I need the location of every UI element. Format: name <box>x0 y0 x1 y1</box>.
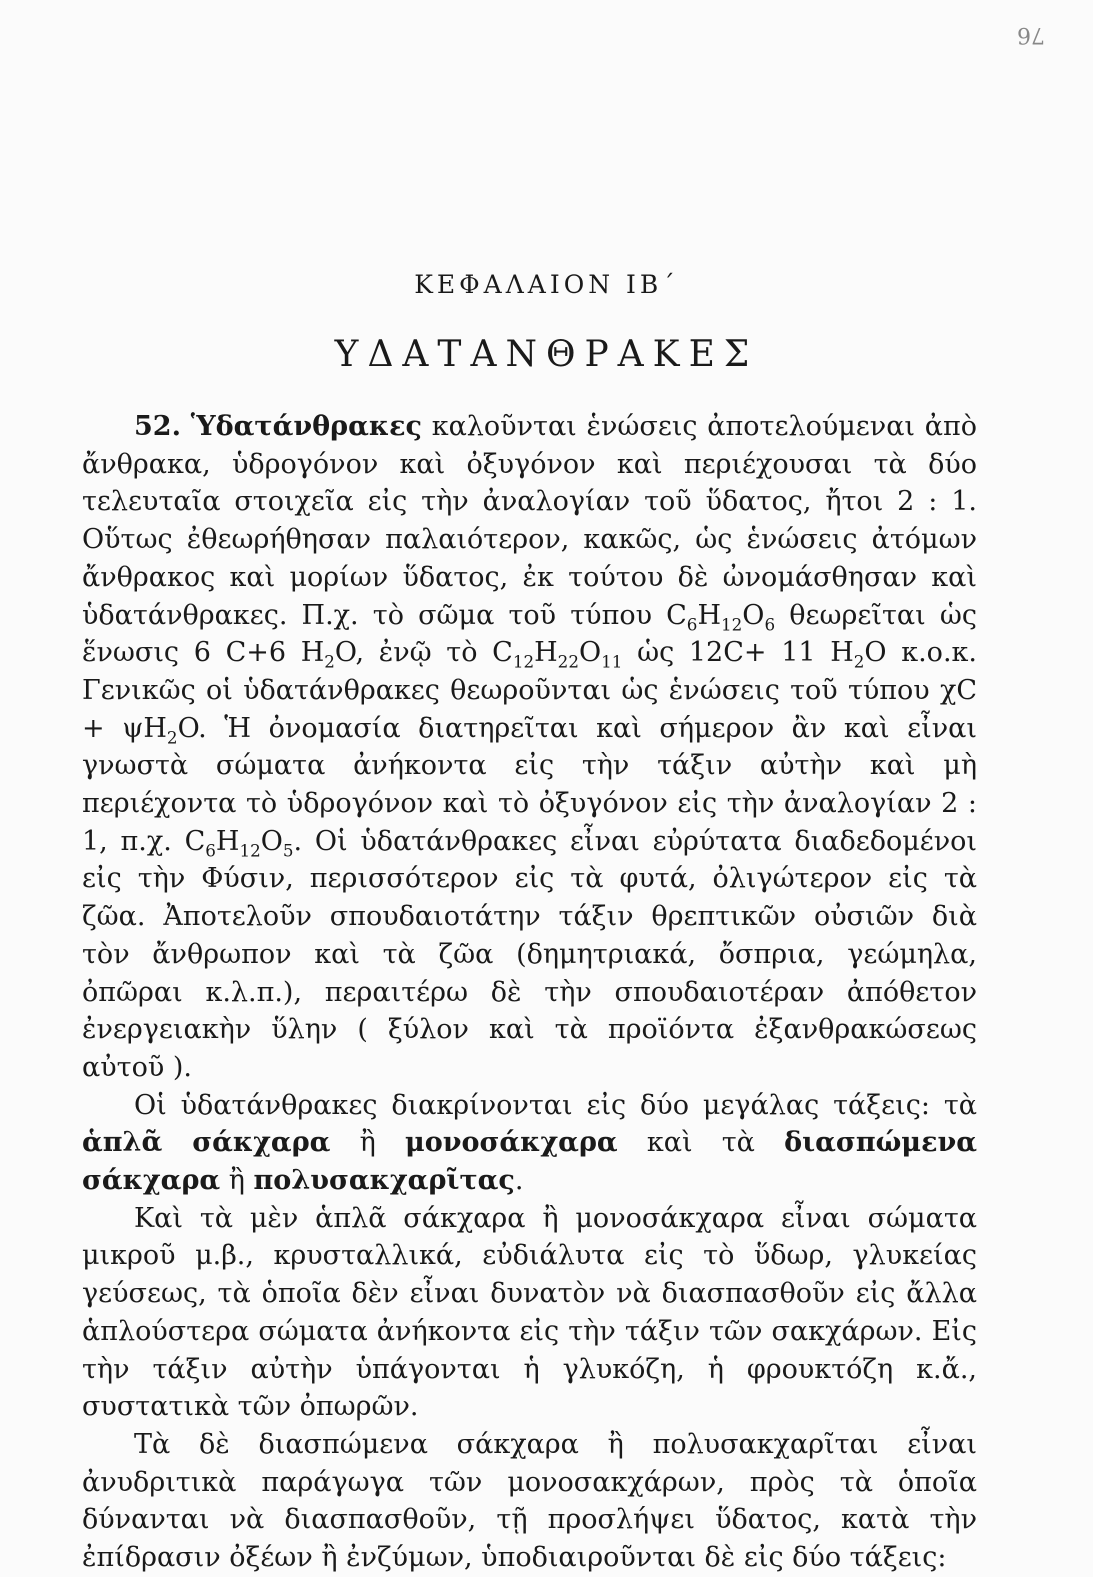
subscript: 2 <box>166 727 178 748</box>
paragraph-definition <box>82 408 977 1087</box>
text-run: ἢ <box>330 1127 405 1159</box>
text-run: . <box>514 1165 524 1197</box>
bold-term: μονοσάκχαρα <box>404 1127 618 1159</box>
text-run: καὶ τὰ <box>617 1127 785 1159</box>
subscript: 6 <box>764 613 776 634</box>
text-run: O, ἐνῷ τὸ C <box>334 637 513 669</box>
page-number: 76 <box>1017 22 1045 47</box>
subscript: 22 <box>557 651 579 672</box>
text-run: H <box>697 599 721 631</box>
text-run: O <box>578 637 602 669</box>
subscript: 6 <box>205 840 216 861</box>
section-number: 52. <box>134 411 181 442</box>
text-run: O <box>260 825 283 857</box>
subscript: 2 <box>324 651 335 672</box>
body-text <box>82 408 977 1577</box>
bold-term: ἁπλᾶ σάκχαρα <box>82 1127 331 1159</box>
text-run: O. Ἡ ὀνομασία διατηρεῖται καὶ σήμερον ἂν καὶ εἶναι γνωστὰ σώματα ἀνήκοντα εἰς τὴν τάξιν αὐτὴν καὶ μὴ περιέχοντα τὸ ὑδρογόνον καὶ τὸ ὀξυγόνον εἰς τὴν ἀναλογίαν 2 : 1, π.χ. C <box>82 712 977 857</box>
bold-term: διασπώμενα σάκχαρα <box>82 1127 977 1197</box>
text-run: H <box>534 637 558 669</box>
text-run: ἢ <box>220 1165 254 1197</box>
chapter-title: ΥΔΑΤΑΝΘΡΑΚΕΣ <box>334 334 759 375</box>
subscript: 11 <box>601 651 623 672</box>
paragraph-polysaccharides: Τὰ δὲ διασπώμενα σάκχαρα ἢ πολυσακχαρῖται εἶναι ἀνυδριτικὰ παράγωγα τῶν μονοσακχάρων, πρὸς τὰ ὁποῖα δύνανται νὰ διασπασθοῦν, τῇ προσλήψει ὕδατος, κατὰ τὴν ἐπίδρασιν ὀξέων ἢ ἐνζύμων, ὑποδιαιροῦνται δὲ εἰς δύο τάξεις: <box>82 1428 977 1574</box>
paragraph-monosaccharides: Καὶ τὰ μὲν ἁπλᾶ σάκχαρα ἢ μονοσάκχαρα εἶναι σώματα μικροῦ μ.β., κρυσταλλικά, εὐδιάλυτα εἰς τὸ ὕδωρ, γλυκείας γεύσεως, τὰ ὁποῖα δὲν εἶναι δυνατὸν νὰ διασπασθοῦν εἰς ἄλλα ἁπλούστερα σώματα ἀνήκοντα εἰς τὴν τάξιν τῶν σακχάρων. Εἰς τὴν τάξιν αὐτὴν ὑπάγονται ἡ γλυκόζη, ἡ φρουκτόζη κ.ἄ., συστατικὰ τῶν ὀπωρῶν. <box>82 1202 977 1423</box>
text-run: Οἱ ὑδατάνθρακες διακρίνονται εἰς δύο μεγάλας τάξεις: τὰ <box>134 1089 977 1121</box>
text-run: ὡς 12C+ 11 H <box>622 637 854 669</box>
subscript: 12 <box>512 651 535 672</box>
text-run: H <box>215 825 240 857</box>
text-run: θεωρεῖται ὡς ἕνωσις 6 C+6 H <box>82 599 977 669</box>
subscript: 12 <box>239 840 261 861</box>
subscript: 6 <box>686 613 698 634</box>
defined-term: Ὑδατάνθρακες <box>190 411 422 442</box>
text-run: O κ.ο.κ. Γενικῶς οἱ ὑδατάνθρακες θεωροῦνται ὡς ἑνώσεις τοῦ τύπου χC + ψH <box>82 637 977 744</box>
subscript: 5 <box>282 840 294 861</box>
text-run: O <box>742 599 765 631</box>
paragraph-classes <box>82 1087 977 1200</box>
chapter-label: ΚΕΦΑΛΑΙΟΝ ΙΒ΄ <box>414 270 679 299</box>
text-run: καλοῦνται ἑνώσεις ἀποτελούμεναι ἀπὸ ἄνθρακα, ὑδρογόνον καὶ ὀξυγόνον καὶ περιέχουσαι τὰ δύο τελευταῖα στοιχεῖα εἰς τὴν ἀναλογίαν τοῦ ὕδατος, ἤτοι 2 : 1. Οὕτως ἐθεωρήθησαν παλαιότερον, κακῶς, ὡς ἑνώσεις ἀτόμων ἄνθρακος καὶ μορίων ὕδατος, ἐκ τούτου δὲ ὠνομάσθησαν καὶ ὑδατάνθρακες. Π.χ. τὸ σῶμα τοῦ τύπου C <box>82 411 978 631</box>
subscript: 12 <box>721 613 743 634</box>
text-run: . Οἱ ὑδατάνθρακες εἶναι εὐρύτατα διαδεδομένοι εἰς τὴν Φύσιν, περισσότερον εἰς τὰ φυτά, ὀλιγώτερον εἰς τὰ ζῶα. Ἀποτελοῦν σπουδαιοτάτην τάξιν θρεπτικῶν οὐσιῶν διὰ τὸν ἄνθρωπον καὶ τὰ ζῶα (δημητριακά, ὄσπρια, γεώμηλα, ὀπῶραι κ.λ.π.), περαιτέρω δὲ τὴν σπουδαιοτέραν ἀπόθετον ἐνεργειακὴν ὕλην ( ξύλον καὶ τὰ προϊόντα ἐξανθρακώσεως αὐτοῦ ). <box>82 825 977 1083</box>
subscript: 2 <box>853 651 865 672</box>
bold-term: πολυσακχαρῖτας <box>253 1165 515 1197</box>
